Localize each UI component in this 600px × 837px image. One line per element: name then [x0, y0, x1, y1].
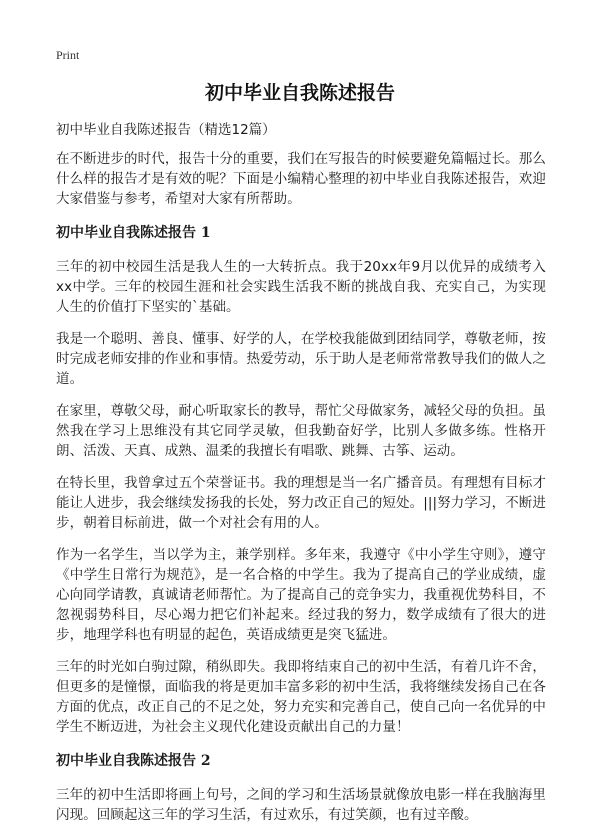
section-2-paragraph-1: 三年的初中生活即将画上句号，之间的学习和生活场景就像放电影一样在我脑海里闪现。回顾起这三年的学习生活，有过欢乐，有过笑颜，也有过辛酸。 [56, 787, 546, 823]
document-subtitle: 初中毕业自我陈述报告（精选12篇） [56, 122, 276, 138]
page-title: 初中毕业自我陈述报告 [204, 82, 395, 104]
section-1-paragraph-5: 作为一名学生，当以学为主，兼学别样。多年来，我遵守《中小学生守则》，遵守《中学生日常行为规范》，是一名合格的中学生。我为了提高自己的学业成绩，虚心向同学请教，真诚请老师帮忙。为了提高自己的竞争实力，我重视优势科目，不忽视弱势科目，尽心竭力把它们补起来。经过我的努力，数学成绩有了很大的进步，地理学科也有明显的起色，英语成绩更是突飞猛进。 [56, 547, 546, 643]
section-1-paragraph-6: 三年的时光如白驹过隙，稍纵即失。我即将结束自己的初中生活，有着几许不舍，但更多的是憧憬，面临我的将是更加丰富多彩的初中生活，我将继续发扬自己在各方面的优点，改正自己的不足之处，努力充实和完善自己，使自己向一名优异的中学生不断迈进，为社会主义现代化建设贡献出自己的力量！ [56, 659, 546, 735]
section-1-paragraph-2: 我是一个聪明、善良、懂事、好学的人，在学校我能做到团结同学，尊敬老师，按时完成老师安排的作业和事情。热爱劳动，乐于助人是老师常常教导我们的做人之道。 [56, 331, 546, 387]
section-heading-2: 初中毕业自我陈述报告 2 [56, 753, 211, 769]
section-1-paragraph-3: 在家里，尊敬父母，耐心听取家长的教导，帮忙父母做家务，减轻父母的负担。虽然我在学习上思维没有其它同学灵敏，但我勤奋好学，比别人多做多练。性格开朗、活泼、天真、成熟、温柔的我擅长有唱歌、跳舞、古筝、运动。 [56, 403, 546, 459]
intro-paragraph: 在不断进步的时代，报告十分的重要，我们在写报告的时候要避免篇幅过长。那么什么样的报告才是有效的呢？下面是小编精心整理的初中毕业自我陈述报告，欢迎大家借鉴与参考，希望对大家有所帮助。 [56, 151, 546, 207]
section-heading-1: 初中毕业自我陈述报告 1 [56, 225, 211, 241]
document-body [56, 120, 546, 837]
section-1-paragraph-4: 在特长里，我曾拿过五个荣誉证书。我的理想是当一名广播音员。有理想有目标才能让人进步，我会继续发扬我的长处，努力改正自己的短处。|||努力学习，不断进步，朝着目标前进，做一个对社会有用的人。 [56, 475, 546, 531]
print-link[interactable]: Print [56, 48, 80, 62]
section-1-paragraph-1: 三年的初中校园生活是我人生的一大转折点。我于20xx年9月以优异的成绩考入xx中学。三年的校园生涯和社会实践生活我不断的挑战自我、充实自己，为实现人生的价值打下坚实的`基础。 [56, 259, 546, 315]
